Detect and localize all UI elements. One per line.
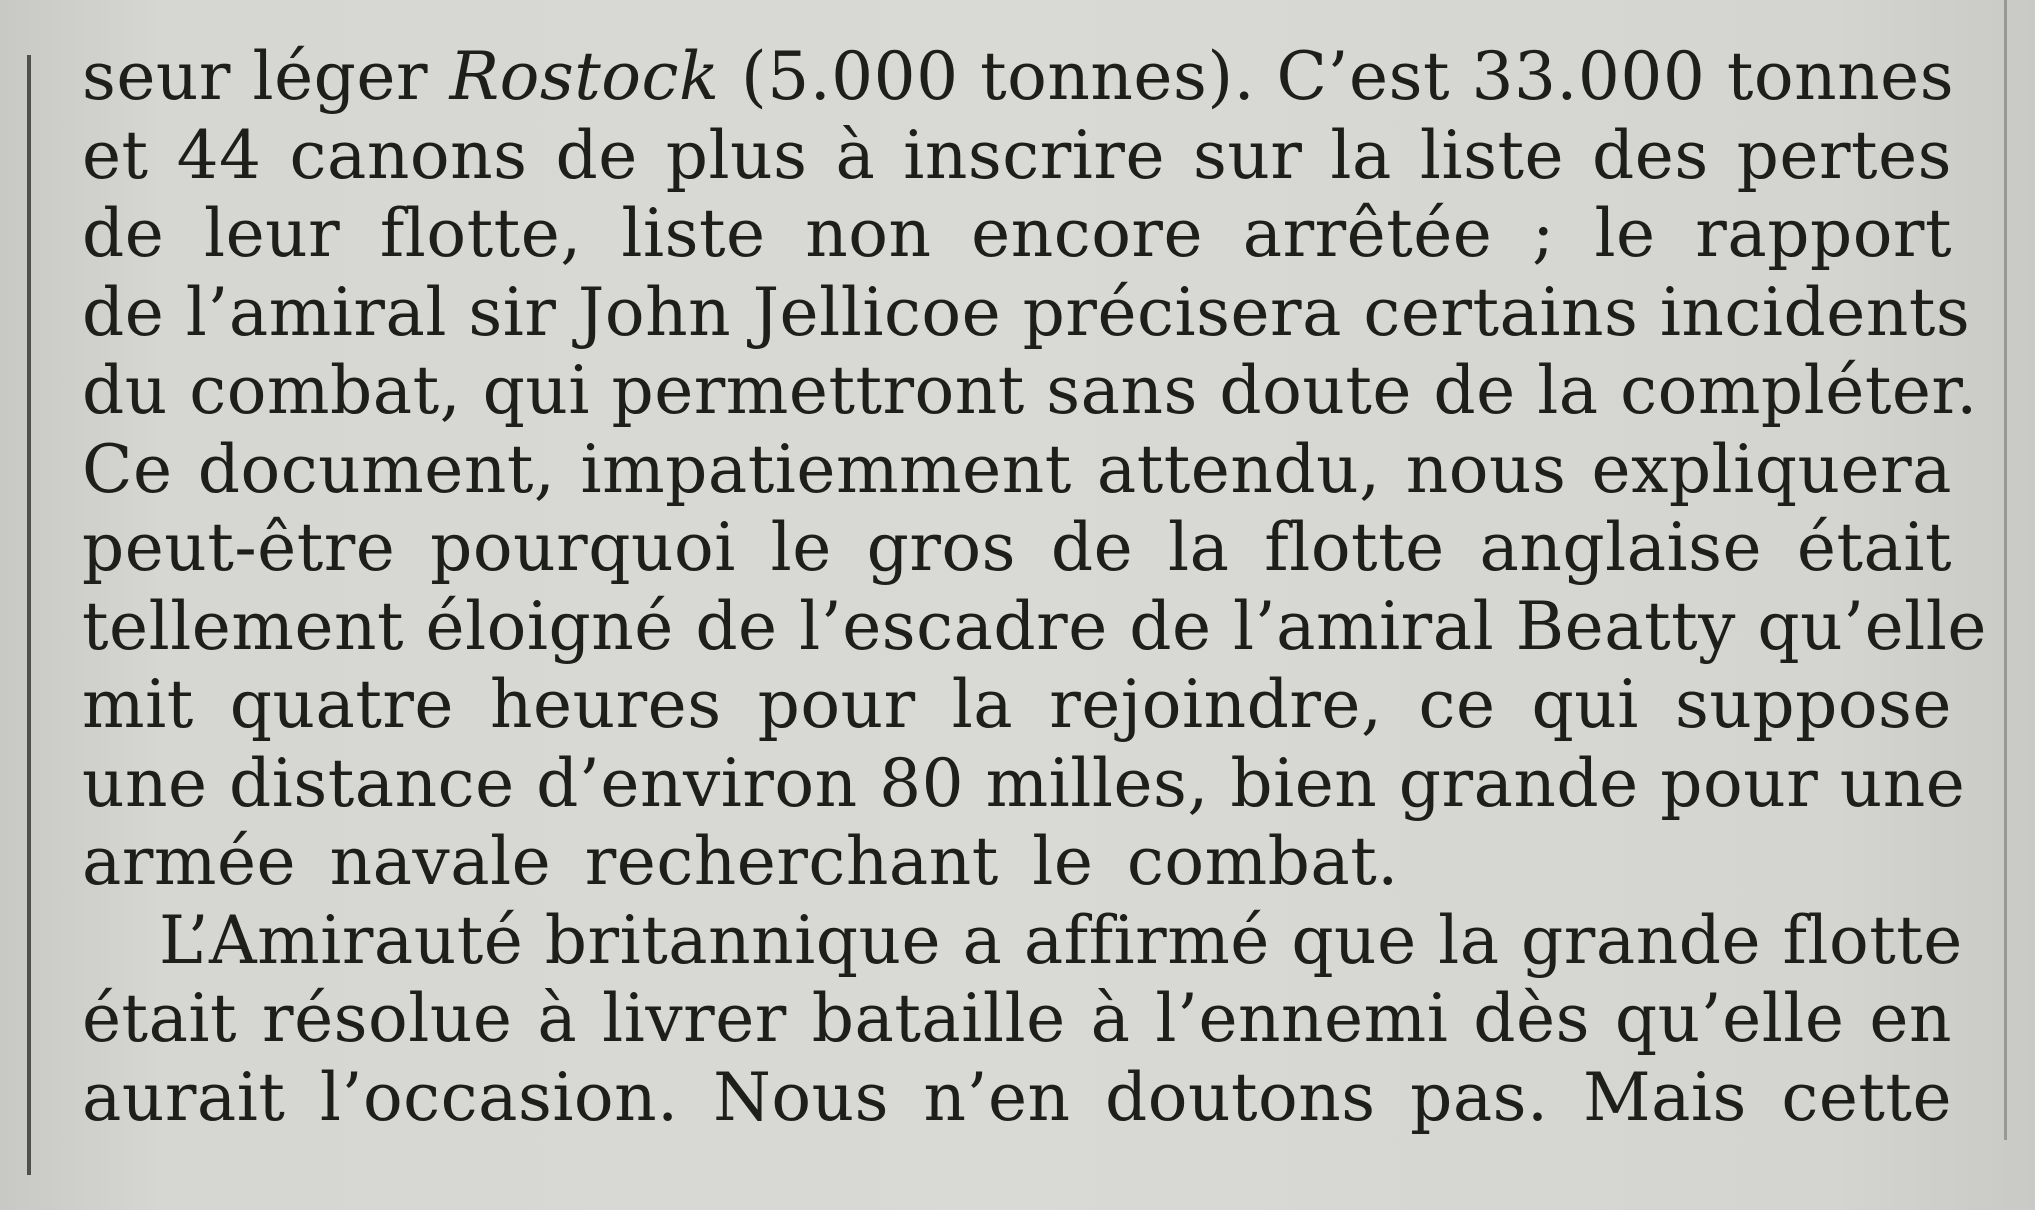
paragraph-2 bbox=[82, 901, 1963, 1138]
text-line: de leur flotte, liste non encore arrêtée ; le rapport bbox=[82, 195, 1952, 272]
text-line: du combat, qui permettront sans doute de la compléter. bbox=[82, 352, 1978, 429]
text-line: armée navale recherchant le combat. bbox=[82, 823, 1399, 900]
text-line: était résolue à livrer bataille à l’ennemi dès qu’elle en bbox=[82, 980, 1952, 1057]
book-text bbox=[82, 38, 1987, 1137]
text-line: peut-être pourquoi le gros de la flotte anglaise était bbox=[82, 509, 1952, 586]
text-line: et 44 canons de plus à inscrire sur la liste des pertes bbox=[82, 116, 1952, 194]
ship-name: Rostock bbox=[449, 38, 720, 115]
text-line: une distance d’environ 80 milles, bien grande pour une bbox=[82, 744, 1966, 822]
text-line: aurait l’occasion. Nous n’en doutons pas. Mais cette bbox=[82, 1058, 1952, 1136]
left-margin-rule bbox=[27, 55, 31, 1175]
text-line: seur léger Rostock (5.000 tonnes). C’est 33.000 tonnes bbox=[82, 38, 1955, 115]
text-line: tellement éloigné de l’escadre de l’amiral Beatty qu’elle bbox=[82, 587, 1987, 665]
paragraph-1 bbox=[82, 38, 1987, 902]
text-line: de l’amiral sir John Jellicoe précisera certains incidents bbox=[82, 273, 1971, 351]
text-line: Ce document, impatiemment attendu, nous expliquera bbox=[82, 430, 1952, 508]
right-page-edge bbox=[2004, 0, 2007, 1140]
text-line: L’Amirauté britannique a affirmé que la grande flotte bbox=[159, 901, 1963, 979]
text-line: mit quatre heures pour la rejoindre, ce qui suppose bbox=[82, 666, 1952, 743]
